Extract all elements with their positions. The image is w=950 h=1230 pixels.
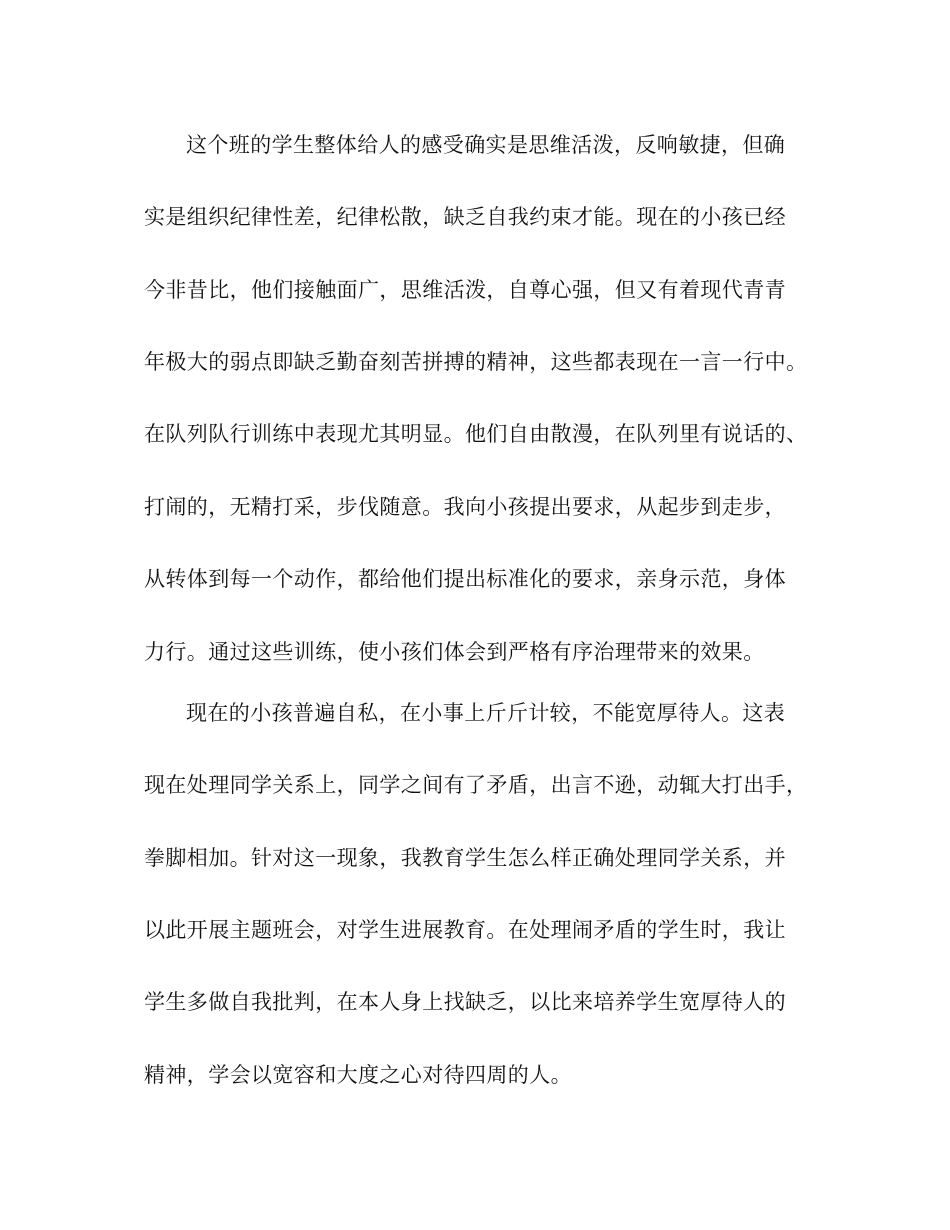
text-line: 现在处理同学关系上，同学之间有了矛盾，出言不逊，动辄大打出手，: [144, 773, 808, 797]
text-line: 力行。通过这些训练，使小孩们体会到严格有序治理带来的效果。: [144, 640, 765, 664]
text-line: 学生多做自我批判，在本人身上找缺乏，以比来培养学生宽厚待人的: [144, 990, 786, 1014]
text-line: 拳脚相加。针对这一现象，我教育学生怎么样正确处理同学关系，并: [144, 846, 786, 870]
text-line: 以此开展主题班会，对学生进展教育。在处理闹矛盾的学生时，我让: [144, 918, 786, 942]
text-line: 今非昔比，他们接触面广，思维活泼，自尊心强，但又有着现代青青: [144, 278, 786, 302]
text-line: 实是组织纪律性差，纪律松散，缺乏自我约束才能。现在的小孩已经: [144, 205, 786, 229]
text-line: 打闹的，无精打采，步伐随意。我向小孩提出要求，从起步到走步，: [144, 495, 786, 519]
text-line: 现在的小孩普遍自私，在小事上斤斤计较，不能宽厚待人。这表: [186, 701, 786, 725]
text-line: 年极大的弱点即缺乏勤奋刻苦拼搏的精神，这些都表现在一言一行中。: [144, 350, 808, 374]
text-line: 在队列队行训练中表现尤其明显。他们自由散漫，在队列里有说话的、: [144, 422, 808, 446]
text-line: 精神，学会以宽容和大度之心对待四周的人。: [144, 1063, 572, 1087]
text-line: 从转体到每一个动作，都给他们提出标准化的要求，亲身示范，身体: [144, 567, 786, 591]
text-line: 这个班的学生整体给人的感受确实是思维活泼，反响敏捷，但确: [186, 133, 786, 157]
